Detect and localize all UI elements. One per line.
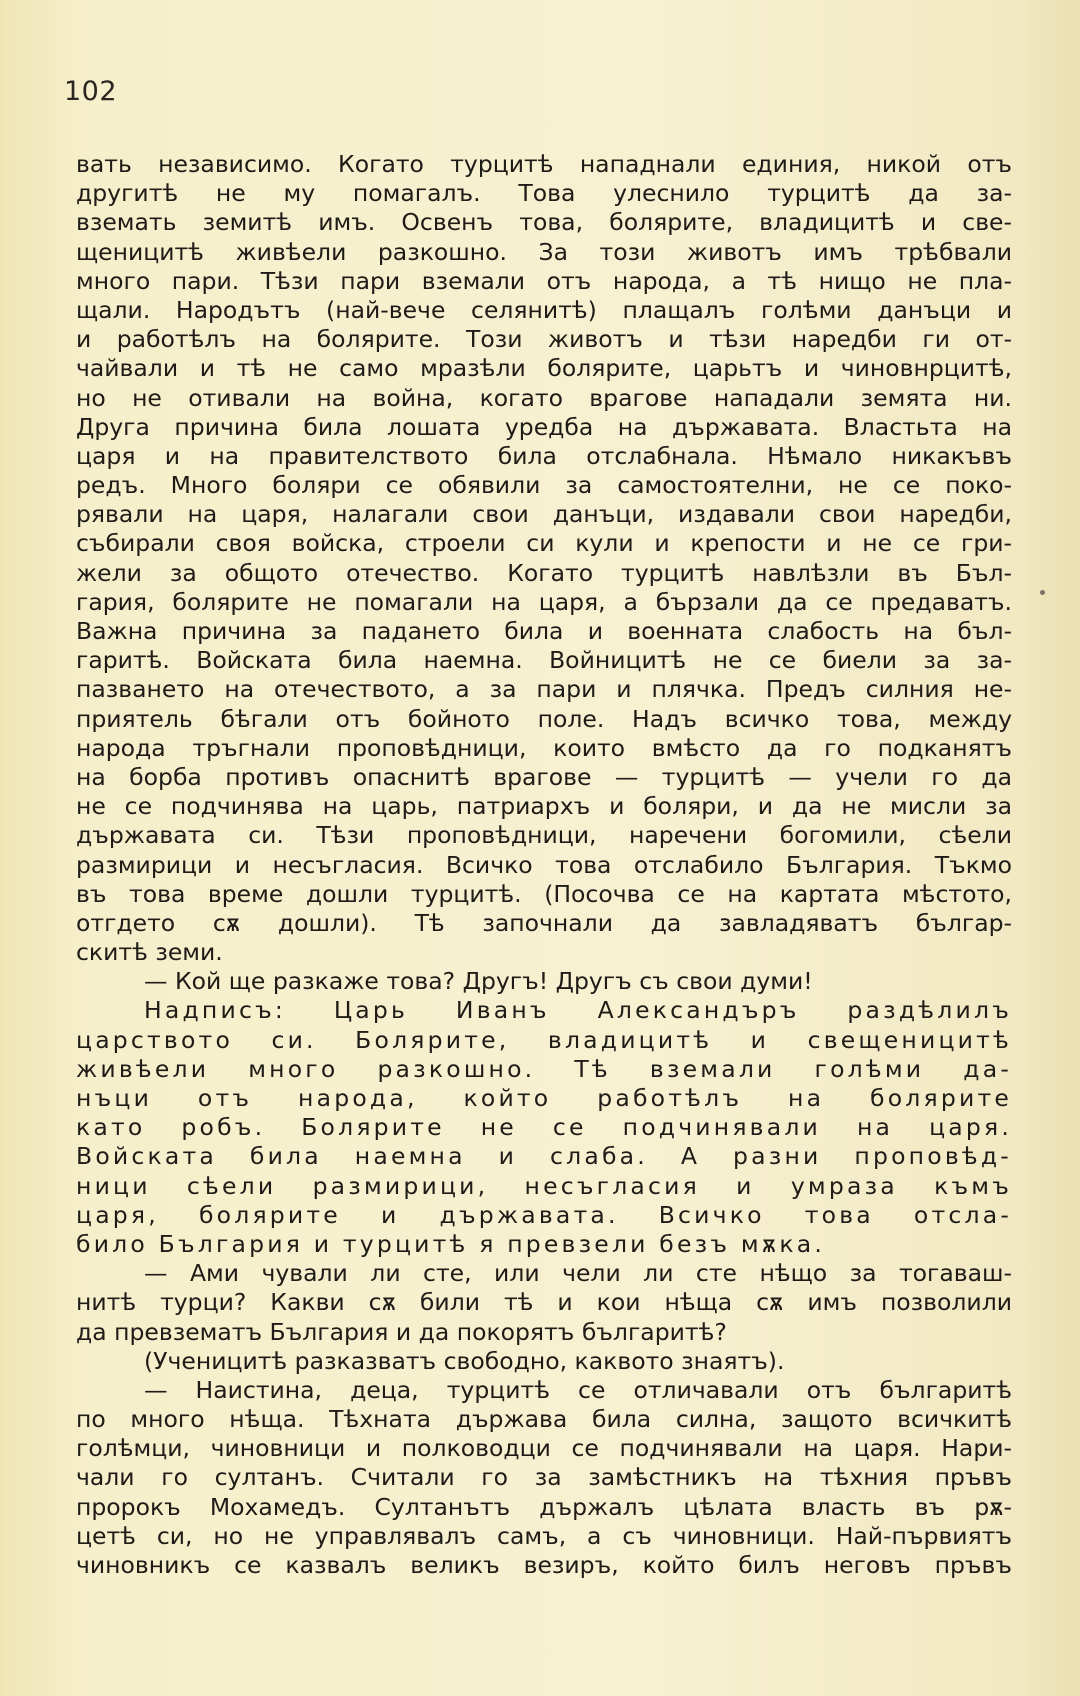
text-line: редъ. Много боляри се обявили за самостоятелни, не се поко- xyxy=(76,471,1012,500)
inscription-line: живѣели много разкошно. Тѣ вземали голѣми да- xyxy=(76,1054,1012,1083)
text-line: Важна причина за падането била и военната слабость на бъл- xyxy=(76,617,1012,645)
text-line: държавата си. Тѣзи проповѣдници, наречени богомили, сѣели xyxy=(76,821,1012,850)
text-line: чиновникъ се казвалъ великъ везиръ, който билъ неговъ пръвъ xyxy=(76,1551,1012,1579)
text-line: нитѣ турци? Какви сѫ били тѣ и кои нѣща сѫ имъ позволили xyxy=(76,1288,1012,1317)
text-line: чали го султанъ. Считали го за замѣстникъ на тѣхния пръвъ xyxy=(76,1463,1012,1492)
inscription-line: като робъ. Болярите не се подчинявали на царя. xyxy=(76,1113,1012,1142)
text-line: щеницитѣ живѣели разкошно. За този животъ имъ трѣбвали xyxy=(76,237,1012,266)
text-line: народа тръгнали проповѣдници, които вмѣсто да го подканятъ xyxy=(76,733,1012,762)
text-line: рявали на царя, налагали свои данъци, издавали свои наредби, xyxy=(76,500,1012,529)
inscription-line: нъци отъ народа, който работѣлъ на болярите xyxy=(76,1084,1012,1112)
text-line: Друга причина била лошата уредба на държавата. Властьта на xyxy=(76,412,1012,441)
text-line: приятель бѣгали отъ бойното поле. Надъ всичко това, между xyxy=(76,704,1012,733)
text-line: въ това време дошли турцитѣ. (Посочва се на картата мѣстото, xyxy=(76,879,1012,908)
text-line: и работѣлъ на болярите. Този животъ и тѣзи наредби ги от- xyxy=(76,325,1012,354)
text-line: царя и на правителството била отслабнала. Нѣмало никакъвъ xyxy=(76,441,1012,470)
inscription-line: царя, болярите и държавата. Всичко това отсла- xyxy=(76,1200,1012,1229)
paper-speck xyxy=(1040,590,1045,595)
inscription-line: Надписъ: Царь Иванъ Александъръ раздѣлилъ xyxy=(144,996,1012,1025)
text-line: да превзематъ България и да покорятъ българитѣ? xyxy=(76,1317,727,1346)
text-line: много пари. Тѣзи пари вземали отъ народа, а тѣ нищо не пла- xyxy=(76,266,1012,295)
text-line: но не отивали на война, когато врагове нападали земята ни. xyxy=(76,383,1012,412)
body-text xyxy=(76,150,1012,1580)
text-line: голѣмци, чиновници и полководци се подчинявали на царя. Нари- xyxy=(76,1434,1012,1463)
page-number: 102 xyxy=(64,76,118,107)
inscription-line: Войската била наемна и слаба. А разни проповѣд- xyxy=(76,1142,1012,1171)
inscription-line: ници сѣели размирици, несъгласия и умраза къмъ xyxy=(76,1171,1012,1200)
text-line: по много нѣща. Тѣхната държава била силна, защото всичкитѣ xyxy=(76,1405,1012,1434)
text-line: цетѣ си, но не управлявалъ самъ, а съ чиновници. Най-първиятъ xyxy=(76,1521,1012,1550)
text-line: вать независимо. Когато турцитѣ нападнали единия, никой отъ xyxy=(76,150,1012,178)
text-line: отгдето сѫ дошли). Тѣ започнали да завладяватъ българ- xyxy=(76,908,1012,937)
inscription-line: било България и турцитѣ я превзели безъ мѫка. xyxy=(76,1229,825,1258)
dialogue-line: — Наистина, деца, турцитѣ се отличавали отъ българитѣ xyxy=(144,1375,1012,1404)
text-line: скитѣ земи. xyxy=(76,938,223,967)
text-line: на борба противъ опаснитѣ врагове — турцитѣ — учели го да xyxy=(76,762,1012,791)
text-line: жели за общото отечество. Когато турцитѣ навлѣзли въ Бъл- xyxy=(76,558,1012,587)
text-line: не се подчинява на царь, патриархъ и боляри, и да не мисли за xyxy=(76,792,1012,821)
text-line: другитѣ не му помагалъ. Това улеснило турцитѣ да за- xyxy=(76,179,1012,208)
inscription-line: царството си. Болярите, владицитѣ и свещеницитѣ xyxy=(76,1025,1012,1054)
text-line: вземать земитѣ имъ. Освенъ това, болярите, владицитѣ и све- xyxy=(76,208,1012,237)
dialogue-line: — Кой ще разкаже това? Другъ! Другъ съ свои думи! xyxy=(144,967,813,996)
text-line: събирали своя войска, строели си кули и крепости и не се гри- xyxy=(76,529,1012,558)
text-line: пазването на отечеството, а за пари и плячка. Предъ силния не- xyxy=(76,675,1012,704)
text-line: гария, болярите не помагали на царя, а бързали да се предаватъ. xyxy=(76,587,1012,616)
text-line: чайвали и тѣ не само мразѣли болярите, царьтъ и чиновнрцитѣ, xyxy=(76,354,1012,383)
text-line: гаритѣ. Войската била наемна. Войницитѣ не се биели за за- xyxy=(76,646,1012,675)
text-line: пророкъ Мохамедъ. Султанътъ държалъ цѣлата власть въ рѫ- xyxy=(76,1492,1012,1521)
dialogue-line: — Ами чували ли сте, или чели ли сте нѣщо за тогаваш- xyxy=(144,1259,1012,1288)
text-line: щали. Народътъ (най-вече селянитѣ) плащалъ голѣми данъци и xyxy=(76,295,1012,324)
text-line: (Ученицитѣ разказватъ свободно, каквото знаятъ). xyxy=(144,1346,785,1375)
text-line: размирици и несъгласия. Всичко това отслабило България. Тъкмо xyxy=(76,850,1012,879)
